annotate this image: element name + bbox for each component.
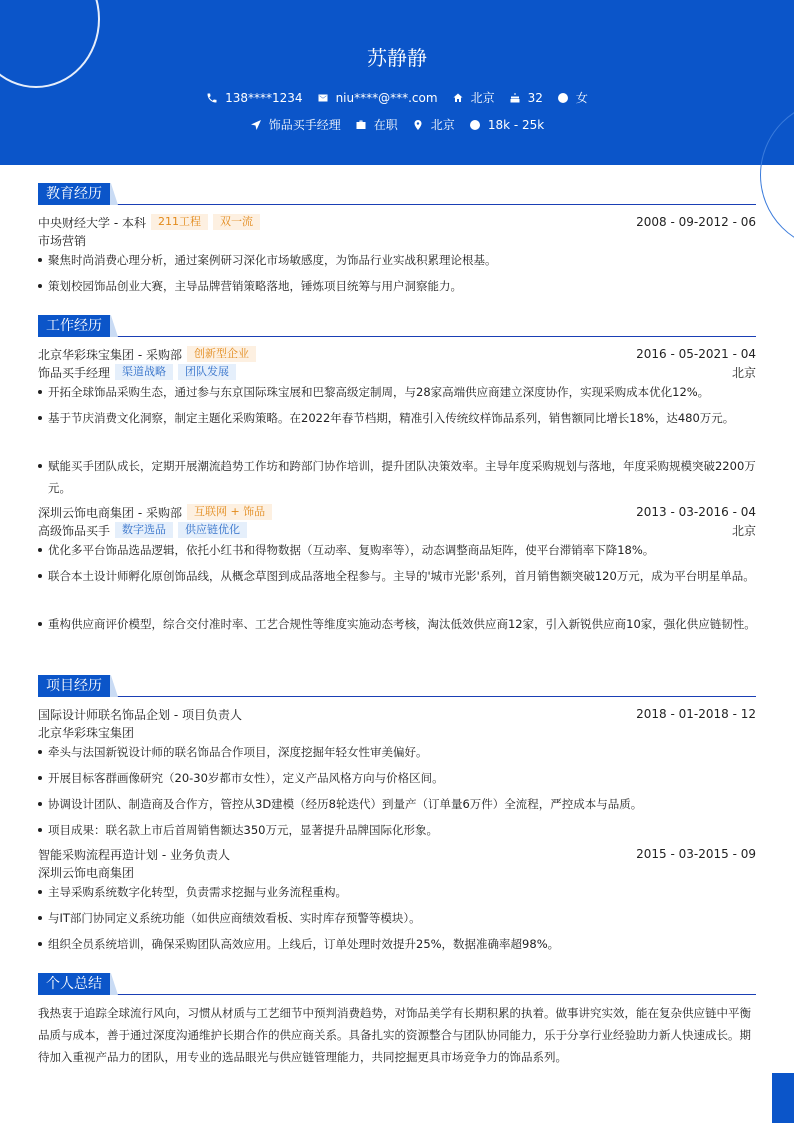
section-title: 工作经历: [38, 315, 110, 337]
home-icon: [452, 92, 464, 104]
project-org-row: [38, 863, 756, 881]
list-item: 组织全员系统培训，确保采购团队高效应用。上线后，订单处理时效提升25%，数据准确率超98%。: [38, 933, 756, 955]
job-company-row: [38, 345, 756, 363]
salary-icon: [469, 119, 481, 131]
salary-text: 18k - 25k: [487, 117, 545, 132]
contact-row: [0, 89, 794, 106]
job-city: 北京: [731, 523, 756, 538]
summary-section: [38, 973, 756, 1064]
project-org-row: [38, 723, 756, 741]
project-name: 智能采购流程再造计划 - 业务负责人: [38, 847, 230, 862]
role-tag: 供应链优化: [178, 522, 247, 538]
list-item: 赋能买手团队成长，定期开展潮流趋势工作坊和跨部门协作培训，提升团队决策效率。主导年度采购规划与落地，年度采购规模突破2200万元。: [38, 455, 756, 499]
project-row: [38, 845, 756, 863]
phone-text: 138****1234: [225, 90, 303, 105]
list-item: 协调设计团队、制造商及合作方，管控从3D建模（经历8轮迭代）到量产（订单量6万件）全流程，严控成本与品质。: [38, 793, 756, 815]
role-tag: 渠道战略: [115, 364, 173, 380]
location-item: [452, 89, 495, 106]
list-item: 项目成果：联名款上市后首周销售额达350万元，显著提升品牌国际化形象。: [38, 819, 756, 841]
company-tag: 互联网 + 饰品: [187, 504, 272, 520]
school-tag: 双一流: [213, 214, 260, 230]
project-date: 2018 - 01-2018 - 12: [636, 707, 756, 721]
target-job-item: [250, 116, 341, 133]
target-job-text: 饰品买手经理: [268, 118, 341, 132]
decorative-corner-bar: [772, 1073, 794, 1123]
major: 市场营销: [38, 233, 87, 248]
list-item: 主导采购系统数字化转型，负责需求挖掘与业务流程重构。: [38, 881, 756, 903]
list-item: 联合本土设计师孵化原创饰品线，从概念草图到成品落地全程参与。主导的'城市光影'系列，首月销售额突破120万元，成为平台明星单品。: [38, 565, 756, 587]
send-icon: [250, 119, 262, 131]
list-item: 开拓全球饰品采购生态，通过参与东京国际珠宝展和巴黎高级定制周，与28家高端供应商建立深度协作，实现采购成本优化12%。: [38, 381, 756, 403]
list-item: 聚焦时尚消费心理分析，通过案例研习深化市场敏感度，为饰品行业实战积累理论根基。: [38, 249, 756, 271]
job-intent-row: [0, 116, 794, 133]
age-item: [509, 91, 543, 105]
section-title: 个人总结: [38, 973, 110, 995]
list-item: 重构供应商评价模型，综合交付准时率、工艺合规性等维度实施动态考核，淘汰低效供应商12家，引入新锐供应商10家，强化供应链韧性。: [38, 613, 756, 635]
resume-header: [0, 0, 794, 165]
section-header: [38, 183, 756, 205]
candidate-name: 苏静静: [367, 46, 427, 70]
briefcase-icon: [355, 119, 367, 131]
project-name: 国际设计师联名饰品企划 - 项目负责人: [38, 707, 242, 722]
job-role: 高级饰品买手: [38, 523, 111, 538]
company-name: 北京华彩珠宝集团 - 采购部: [38, 347, 182, 362]
location-text: 北京: [470, 91, 495, 105]
phone-item: [206, 91, 302, 105]
cake-icon: [509, 92, 521, 104]
target-city-item: [412, 116, 455, 133]
phone-icon: [206, 92, 218, 104]
status-item: [355, 116, 398, 133]
projects-section: [38, 675, 756, 951]
section-header: [38, 675, 756, 697]
gender-item: [557, 89, 588, 106]
job-company-row: [38, 503, 756, 521]
list-item: 优化多平台饰品选品逻辑，依托小红书和得物数据（互动率、复购率等），动态调整商品矩阵，使平台滞销率下降18%。: [38, 539, 756, 561]
section-header: [38, 315, 756, 337]
section-header: [38, 973, 756, 995]
project-row: [38, 705, 756, 723]
mail-icon: [317, 92, 329, 104]
job-city: 北京: [731, 365, 756, 380]
education-section: [38, 183, 756, 293]
age-text: 32: [527, 90, 543, 105]
status-text: 在职: [373, 118, 398, 132]
company-tag: 创新型企业: [187, 346, 256, 362]
major-row: [38, 231, 756, 249]
job-role-row: [38, 363, 756, 381]
list-item: 牵头与法国新锐设计师的联名饰品合作项目，深度挖掘年轻女性审美偏好。: [38, 741, 756, 763]
role-tag: 数字选品: [115, 522, 173, 538]
project-date: 2015 - 03-2015 - 09: [636, 847, 756, 861]
job-role: 饰品买手经理: [38, 365, 111, 380]
list-item: 基于节庆消费文化洞察，制定主题化采购策略。在2022年春节档期，精准引入传统纹样饰品系列，销售额同比增长18%，达480万元。: [38, 407, 756, 429]
summary-text: 我热衷于追踪全球流行风向，习惯从材质与工艺细节中预判消费趋势，对饰品美学有长期积累的执着。做事讲究实效，能在复杂供应链中平衡品质与成本，善于通过深度沟通维护长期合作的供应商关系。具备扎实的资源整合与团队协同能力，乐于分享行业经验助力新人快速成长。期待加入重视产品力的团队，用专业的选品眼光与供应链管理能力，共同挖掘更具市场竞争力的饰品系列。: [38, 1006, 751, 1064]
role-tag: 团队发展: [178, 364, 236, 380]
salary-item: [469, 118, 544, 132]
job-role-row: [38, 521, 756, 539]
school-name: 中央财经大学 - 本科: [38, 215, 146, 230]
gender-text: 女: [575, 91, 588, 105]
list-item: 策划校园饰品创业大赛，主导品牌营销策略落地，锤炼项目统筹与用户洞察能力。: [38, 275, 756, 297]
list-item: 开展目标客群画像研究（20-30岁都市女性），定义产品风格方向与价格区间。: [38, 767, 756, 789]
education-date: 2008 - 09-2012 - 06: [636, 215, 756, 229]
education-row: [38, 213, 756, 231]
job-date: 2013 - 03-2016 - 04: [636, 505, 756, 519]
gender-icon: [557, 92, 569, 104]
list-item: 与IT部门协同定义系统功能（如供应商绩效看板、实时库存预警等模块）。: [38, 907, 756, 929]
email-text: niu****@***.com: [335, 90, 438, 105]
job-date: 2016 - 05-2021 - 04: [636, 347, 756, 361]
work-section: [38, 315, 756, 631]
email-item: [317, 91, 438, 105]
project-org: 北京华彩珠宝集团: [38, 725, 135, 740]
school-tag: 211工程: [151, 214, 208, 230]
section-title: 项目经历: [38, 675, 110, 697]
project-org: 深圳云饰电商集团: [38, 865, 135, 880]
location-icon: [412, 119, 424, 131]
company-name: 深圳云饰电商集团 - 采购部: [38, 505, 182, 520]
section-title: 教育经历: [38, 183, 110, 205]
target-city-text: 北京: [430, 118, 455, 132]
